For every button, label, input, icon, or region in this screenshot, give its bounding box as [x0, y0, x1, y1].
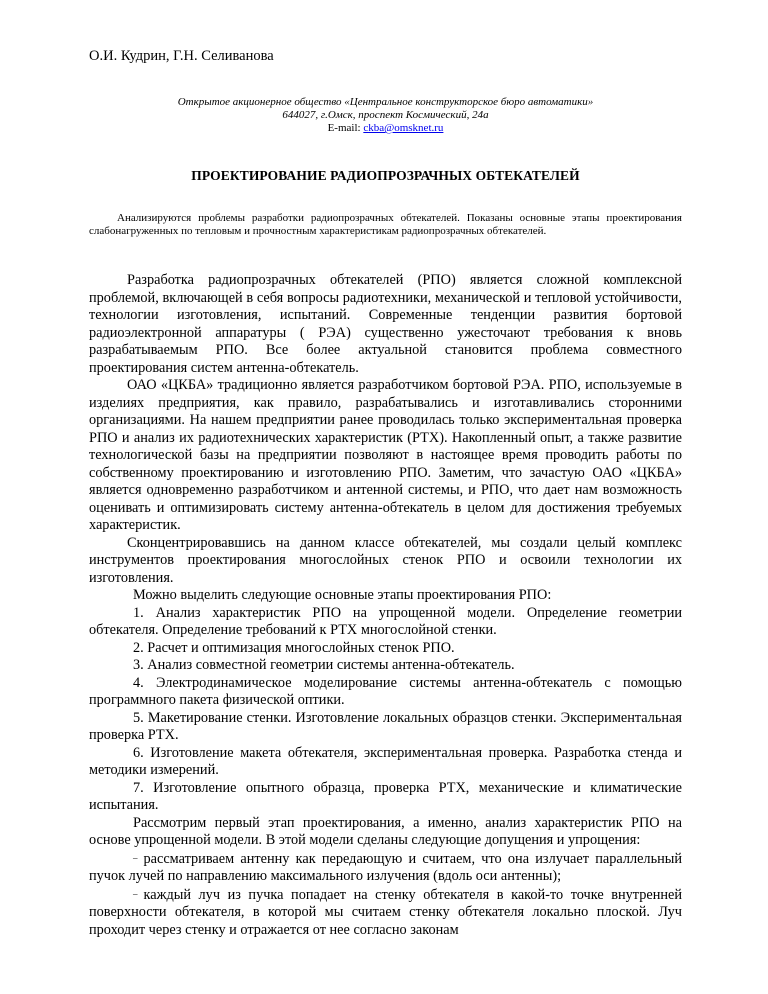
bullet-text: рассматриваем антенну как передающую и считаем, что она излучает параллельный пучок лучей по направлению максимального излучения (вдоль оси антенны);: [89, 850, 682, 884]
list-item: 4. Электродинамическое моделирование системы антенна-обтекатель с помощью программного пакета физической оптики.: [89, 674, 682, 708]
list-item: 2. Расчет и оптимизация многослойных стенок РПО.: [133, 639, 455, 656]
list-item: 1. Анализ характеристик РПО на упрощенной модели. Определение геометрии обтекателя. Определение требований к РТХ многослойной стенки.: [89, 604, 682, 638]
body-text: [89, 272, 682, 939]
email-link[interactable]: ckba@omsknet.ru: [363, 122, 444, 134]
list-item: 6. Изготовление макета обтекателя, экспериментальная проверка. Разработка стенда и методики измерений.: [89, 744, 682, 778]
email-label: E-mail:: [327, 122, 364, 134]
paragraph: Можно выделить следующие основные этапы проектирования РПО:: [133, 587, 552, 603]
abstract: [89, 212, 682, 238]
paragraph: Рассмотрим первый этап проектирования, а именно, анализ характеристик РПО на основе упрощенной модели. В этой модели сделаны следующие допущения и упрощения:: [89, 814, 682, 848]
paragraph: Сконцентрировавшись на данном классе обтекателей, мы создали целый комплекс инструментов проектирования многослойных стенок РПО и освоили технологии их изготовления.: [89, 534, 682, 586]
email-line: [89, 122, 682, 135]
paragraph: Разработка радиопрозрачных обтекателей (РПО) является сложной комплексной проблемой, включающей в себя вопросы радиотехники, механической и тепловой устойчивости, технологии изготовления, испытаний. Современные тенденции развития бортовой радиоэлектронной аппаратуры ( РЭА) существенно ужесточают требования к вновь разрабатываемым РПО. Все более актуальной становится проблема совместного проектирования систем антенна-обтекатель.: [89, 272, 682, 376]
bullet-item: [89, 886, 682, 940]
bullet-text: каждый луч из пучка попадает на стенку обтекателя в какой-то точке внутренней поверхности обтекателя, в которой мы считаем стенку обтекателя локально плоской. Луч проходит через стенку и отражается от нее согласно законам: [89, 886, 682, 938]
affiliation-block: [89, 96, 682, 135]
bullet-item: [89, 850, 682, 886]
affiliation: Открытое акционерное общество «Центральное конструкторское бюро автоматики»: [177, 96, 594, 108]
list-item: 5. Макетирование стенки. Изготовление локальных образцов стенки. Экспериментальная проверка РТХ.: [89, 709, 682, 743]
abstract-text: Анализируются проблемы разработки радиопрозрачных обтекателей. Показаны основные этапы проектирования слабонагруженных по тепловым и прочностным характеристикам радиопрозрачных обтекателей.: [89, 212, 682, 237]
dash-marker: –: [133, 852, 138, 863]
list-item: 7. Изготовление опытного образца, проверка РТХ, механические и климатические испытания.: [89, 779, 682, 813]
dash-marker: –: [133, 888, 138, 899]
paragraph: ОАО «ЦКБА» традиционно является разработчиком бортовой РЭА. РПО, используемые в изделиях предприятия, как правило, разрабатывались и изготавливались сторонними организациями. На нашем предприятии ранее проводилась только экспериментальная проверка РПО и анализ их радиотехнических характеристик (РТХ). Накопленный опыт, а также развитие технологической базы на предприятии позволяют в настоящее время проводить работы по собственному проектированию и изготовлению РПО. Заметим, что зачастую ОАО «ЦКБА» является одновременно разработчиком и антенной системы, и РПО, что дает нам возможность оценивать и оптимизировать систему антенна-обтекатель в целом для достижения требуемых характеристик.: [89, 377, 682, 533]
list-item: 3. Анализ совместной геометрии системы антенна-обтекатель.: [133, 657, 515, 673]
address: 644027, г.Омск, проспект Космический, 24а: [282, 109, 489, 121]
paper-title: ПРОЕКТИРОВАНИЕ РАДИОПРОЗРАЧНЫХ ОБТЕКАТЕЛЕЙ: [191, 168, 580, 183]
authors: О.И. Кудрин, Г.Н. Селиванова: [89, 48, 274, 64]
